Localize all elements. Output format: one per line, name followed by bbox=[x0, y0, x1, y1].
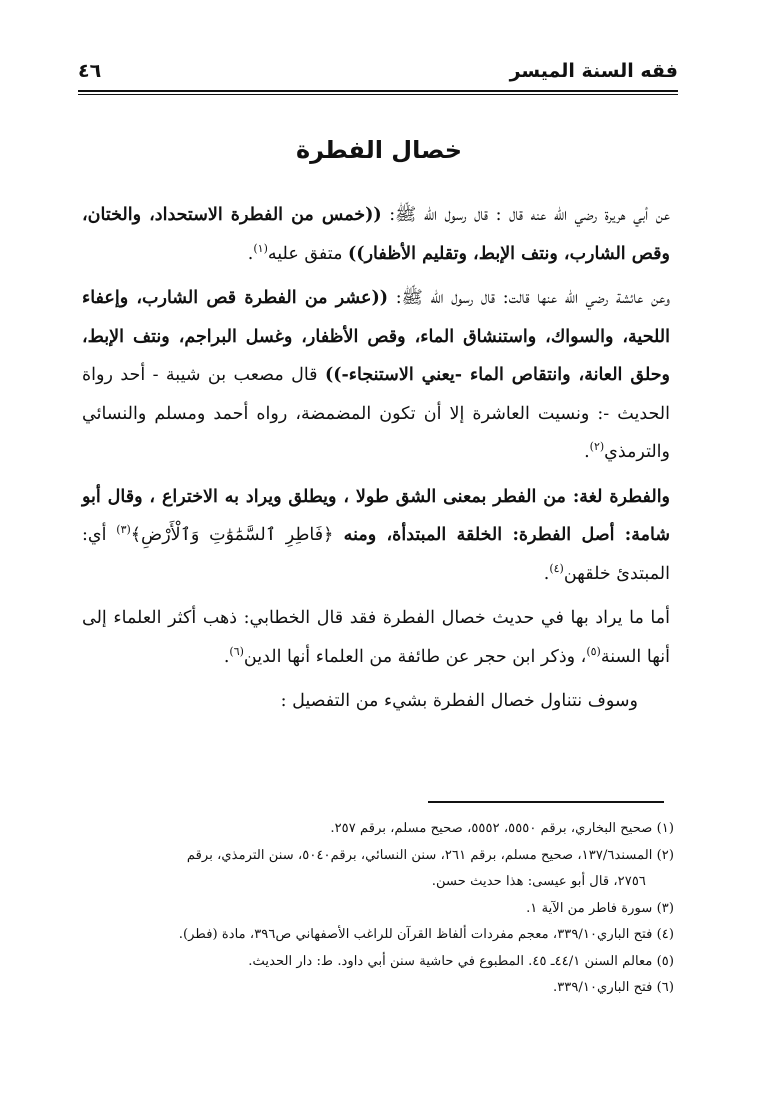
book-title: فقه السنة الميسر bbox=[509, 60, 678, 82]
footnote-1: (١) صحيح البخاري، برقم ٥٥٥٠، ٥٥٥٢، صحيح مسلم، برقم ٢٥٧. bbox=[330, 821, 674, 836]
main-text bbox=[82, 196, 670, 727]
footnote-ref: (٣) bbox=[116, 523, 131, 537]
footnote-ref: (٦) bbox=[229, 644, 244, 658]
paragraph-text: . bbox=[247, 243, 254, 264]
footnote-2-continued: ٢٧٥٦، قال أبو عيسى: هذا حديث حسن. bbox=[431, 874, 646, 889]
paragraph-text: قال مصعب بن شيبة - أحد رواة الحديث -: ونسيت العاشرة إلا أن تكون المضمضة، رواه أحمد ومسلم والنسائي والترمذي bbox=[82, 365, 670, 462]
footnote-ref: (٥) bbox=[586, 644, 601, 658]
paragraph-text: أما ما يراد بها في حديث خصال الفطرة فقد قال الخطابي: ذهب أكثر العلماء إلى أنها السنة bbox=[82, 608, 670, 667]
term-heading: والفطرة لغة: bbox=[572, 486, 671, 507]
paragraph-4 bbox=[82, 599, 670, 676]
hadith-quote: ((عشر من الفطرة قص الشارب، وإعفاء اللحية، والسواك، واستنشاق الماء، وقص الأظفار، وغسل البراجم، ونتف الإبط، وحلق العانة، وانتقاص الماء -يعني الاستنجاء-)) bbox=[82, 288, 671, 385]
footnote-ref: (٢) bbox=[589, 440, 605, 454]
paragraph-text: . bbox=[223, 646, 230, 667]
paragraph-1 bbox=[82, 196, 670, 273]
paragraph-text: ، وذكر ابن حجر عن طائفة من العلماء أنها الدين bbox=[243, 646, 587, 667]
footnotes bbox=[84, 816, 674, 1002]
paragraph-text: عن أبي هريرة رضي الله عنه قال : قال رسول الله ﷺ: bbox=[381, 205, 670, 225]
footnote-3: (٣) سورة فاطر من الآية ١. bbox=[526, 900, 674, 916]
footnote-5: (٥) معالم السنن ٤٤/١ـ ٤٥. المطبوع في حاشية سنن أبي داود. ط: دار الحديث. bbox=[248, 953, 674, 969]
paragraph-3 bbox=[82, 478, 670, 594]
footnote-ref: (٤) bbox=[549, 561, 564, 575]
footnote-2: (٢) المسند١٣٧/٦، صحيح مسلم، برقم ٢٦١، سنن النسائي، برقم٥٠٤٠، سنن الترمذي، برقم bbox=[186, 847, 674, 863]
quran-verse: ﴿فَاطِرِ ٱلسَّمَٰوَٰتِ وَٱلْأَرْضِ﴾ bbox=[130, 525, 334, 545]
chapter-title: خصال الفطرة bbox=[295, 136, 463, 164]
paragraph-5 bbox=[82, 682, 670, 721]
paragraph-text: . bbox=[543, 563, 550, 584]
page-number: ٤٦ bbox=[78, 60, 102, 82]
paragraph-text: أي: المبتدئ خلقهن bbox=[82, 525, 670, 584]
footnote-6: (٦) فتح الباري٣٣٩/١٠. bbox=[552, 980, 674, 995]
header-rule bbox=[78, 90, 678, 95]
paragraph-text: . bbox=[584, 442, 590, 462]
footnote-4: (٤) فتح الباري٣٣٩/١٠، معجم مفردات ألفاظ القرآن للراغب الأصفهاني ص٣٩٦، مادة (فطر). bbox=[178, 927, 674, 942]
footnote-ref: (١) bbox=[253, 241, 268, 255]
paragraph-text: وسوف نتناول خصال الفطرة بشيء من التفصيل : bbox=[280, 691, 638, 711]
paragraph-text: وعن عائشة رضي الله عنها قالت: قال رسول الله ﷺ: bbox=[388, 288, 670, 308]
paragraph-text: متفق عليه bbox=[267, 243, 349, 264]
running-header bbox=[78, 60, 678, 86]
footnote-separator bbox=[428, 801, 664, 803]
paragraph-2 bbox=[82, 279, 670, 472]
paragraph-text: من الفطر بمعنى الشق طولا ، ويطلق ويراد به الاختراع ، وقال أبو شامة: أصل الفطرة: الخلقة المبتدأة، ومنه bbox=[82, 486, 671, 545]
hadith-quote: ((خمس من الفطرة الاستحداد، والختان، وقص الشارب، ونتف الإبط، وتقليم الأظفار)) bbox=[82, 205, 670, 264]
